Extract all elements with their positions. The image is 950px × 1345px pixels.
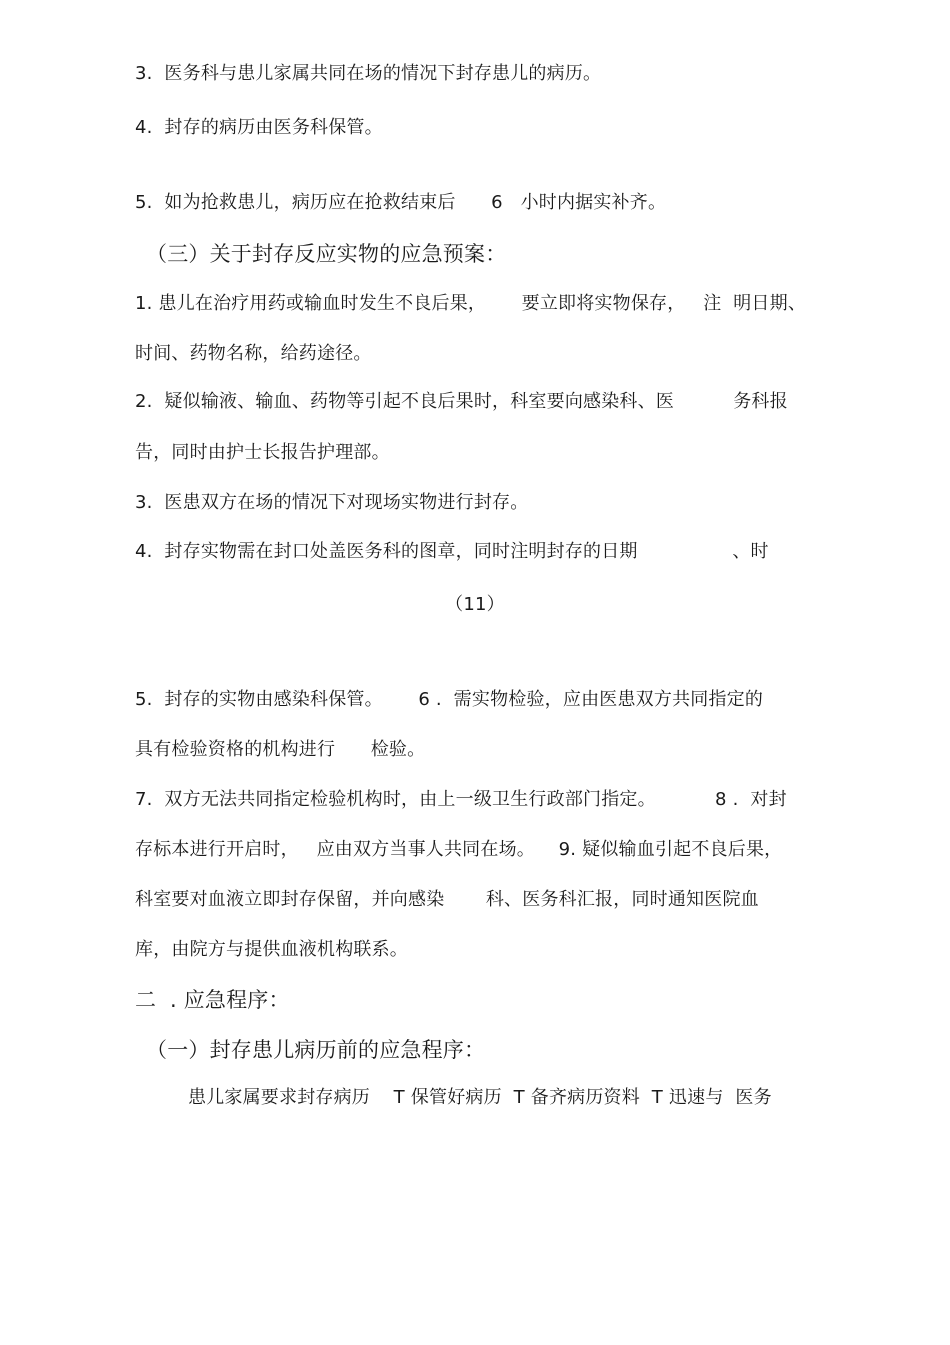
- text-line-item-7: 7. 双方无法共同指定检验机构时，由上一级卫生行政部门指定。 8 . 对封: [135, 789, 787, 810]
- text-line-continuation: 科室要对血液立即封存保留，并向感染 科、医务科汇报，同时通知医院血: [135, 889, 759, 910]
- text-line-item-1: 1. 患儿在治疗用药或输血时发生不良后果， 要立即将实物保存， 注 明日期、: [135, 293, 807, 314]
- text-line-item-3: 3. 医务科与患儿家属共同在场的情况下封存患儿的病历。: [135, 63, 602, 84]
- text-line-continuation: 告，同时由护士长报告护理部。: [135, 442, 390, 463]
- text-line-continuation: 具有检验资格的机构进行 检验。: [135, 739, 426, 760]
- text-line-continuation: 库，由院方与提供血液机构联系。: [135, 939, 408, 960]
- text-line-item-5: 5. 如为抢救患儿，病历应在抢救结束后 6 小时内据实补齐。: [135, 192, 667, 213]
- text-line-item-4b: 4. 封存实物需在封口处盖医务科的图章，同时注明封存的日期 、时: [135, 541, 769, 562]
- section-heading-2: 二 . 应急程序：: [135, 988, 290, 1012]
- text-line-item-2: 2. 疑似输液、输血、药物等引起不良后果时，科室要向感染科、医 务科报: [135, 391, 788, 412]
- text-line-continuation: 存标本进行开启时， 应由双方当事人共同在场。 9. 疑似输血引起不良后果，: [135, 839, 783, 860]
- section-heading-3: （三）关于封存反应实物的应急预案：: [146, 242, 507, 266]
- text-line-item-3b: 3. 医患双方在场的情况下对现场实物进行封存。: [135, 492, 529, 513]
- text-line-item-4: 4. 封存的病历由医务科保管。: [135, 117, 383, 138]
- page-number: （11）: [445, 594, 505, 615]
- subsection-heading-1: （一）封存患儿病历前的应急程序：: [146, 1038, 486, 1062]
- procedure-flow-line: 患儿家属要求封存病历 T 保管好病历 T 备齐病历资料 T 迅速与 医务: [188, 1087, 772, 1108]
- text-line-continuation: 时间、药物名称，给药途径。: [135, 343, 372, 364]
- text-line-item-5b: 5. 封存的实物由感染科保管。 6 . 需实物检验，应由医患双方共同指定的: [135, 689, 764, 710]
